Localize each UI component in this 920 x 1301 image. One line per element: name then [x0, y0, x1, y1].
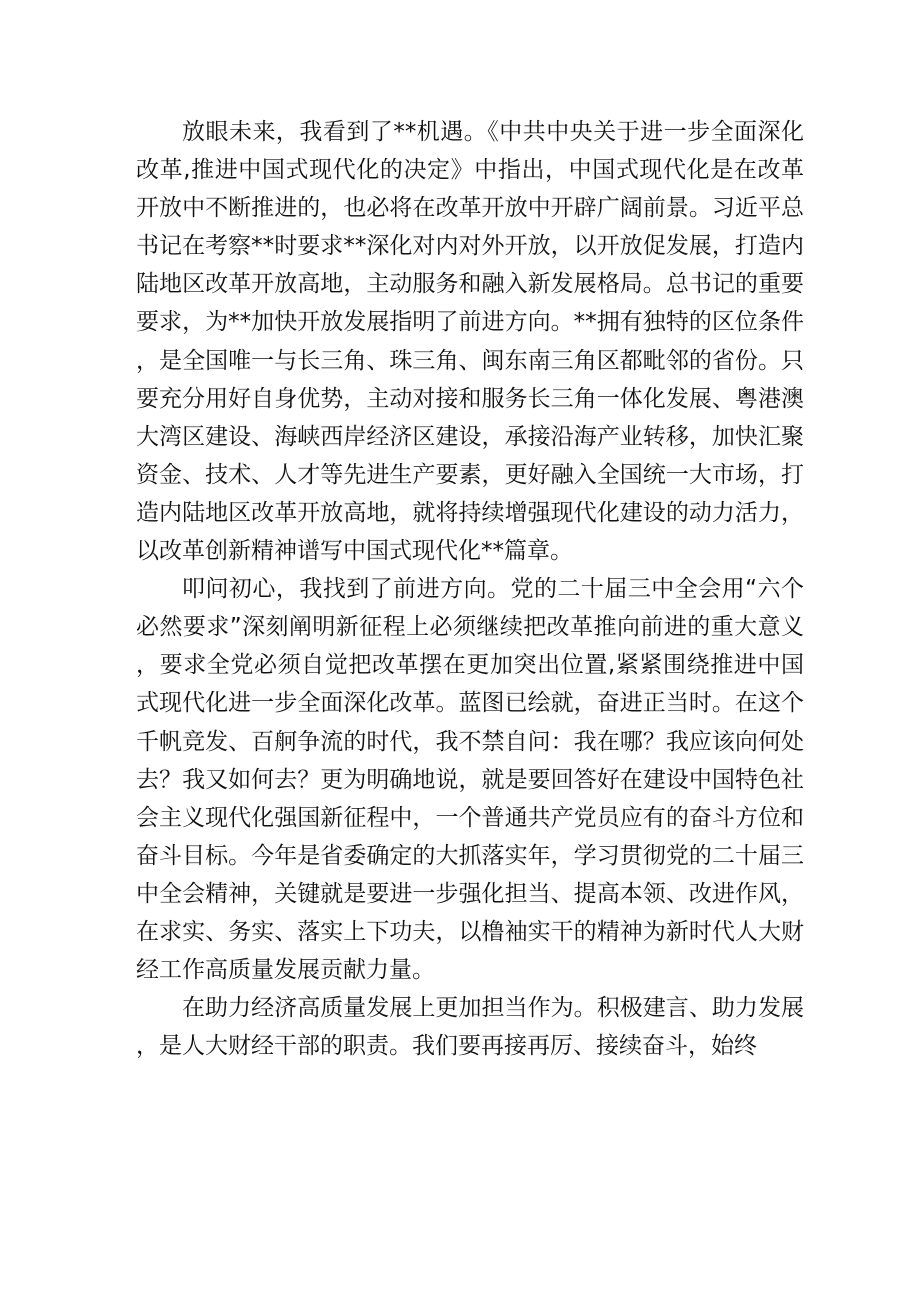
document-body [136, 113, 804, 1065]
paragraph-economic-development: 在助力经济高质量发展上更加担当作为。积极建言、助力发展，是人大财经干部的职责。我们要再接再厉、接续奋斗，始终 [136, 995, 804, 1060]
paragraph-opportunity: 放眼未来，我看到了**机遇。《中共中央关于进一步全面深化改革,推进中国式现代化的决定》中指出，中国式现代化是在改革开放中不断推进的，也必将在改革开放中开辟广阔前景。习近平总书记在考察**时要求**深化对内对外开放，以开放促发展，打造内陆地区改革开放高地，主动服务和融入新发展格局。总书记的重要要求，为**加快开放发展指明了前进方向。**拥有独特的区位条件，是全国唯一与长三角、珠三角、闽东南三角区都毗邻的省份。只要充分用好自身优势，主动对接和服务长三角一体化发展、粤港澳大湾区建设、海峡西岸经济区建设，承接沿海产业转移，加快汇聚资金、技术、人才等先进生产要素，更好融入全国统一大市场，打造内陆地区改革开放高地，就将持续增强现代化建设的动力活力，以改革创新精神谱写中国式现代化**篇章。 [136, 119, 804, 565]
paragraph-original-aspiration: 叩问初心，我找到了前进方向。党的二十届三中全会用“六个必然要求”深刻阐明新征程上必须继续把改革推向前进的重大意义，要求全党必须自觉把改革摆在更加突出位置,紧紧围绕推进中国式现代化进一步全面深化改革。蓝图已绘就，奋进正当时。在这个千帆竞发、百舸争流的时代，我不禁自问：我在哪？我应该向何处去？我又如何去？更为明确地说，就是要回答好在建设中国特色社会主义现代化强国新征程中，一个普通共产党员应有的奋斗方位和奋斗目标。今年是省委确定的大抓落实年，学习贯彻党的二十届三中全会精神，关键就是要进一步强化担当、提高本领、改进作风，在求实、务实、落实上下功夫，以橹袖实干的精神为新时代人大财经工作高质量发展贡献力量。 [136, 576, 804, 984]
